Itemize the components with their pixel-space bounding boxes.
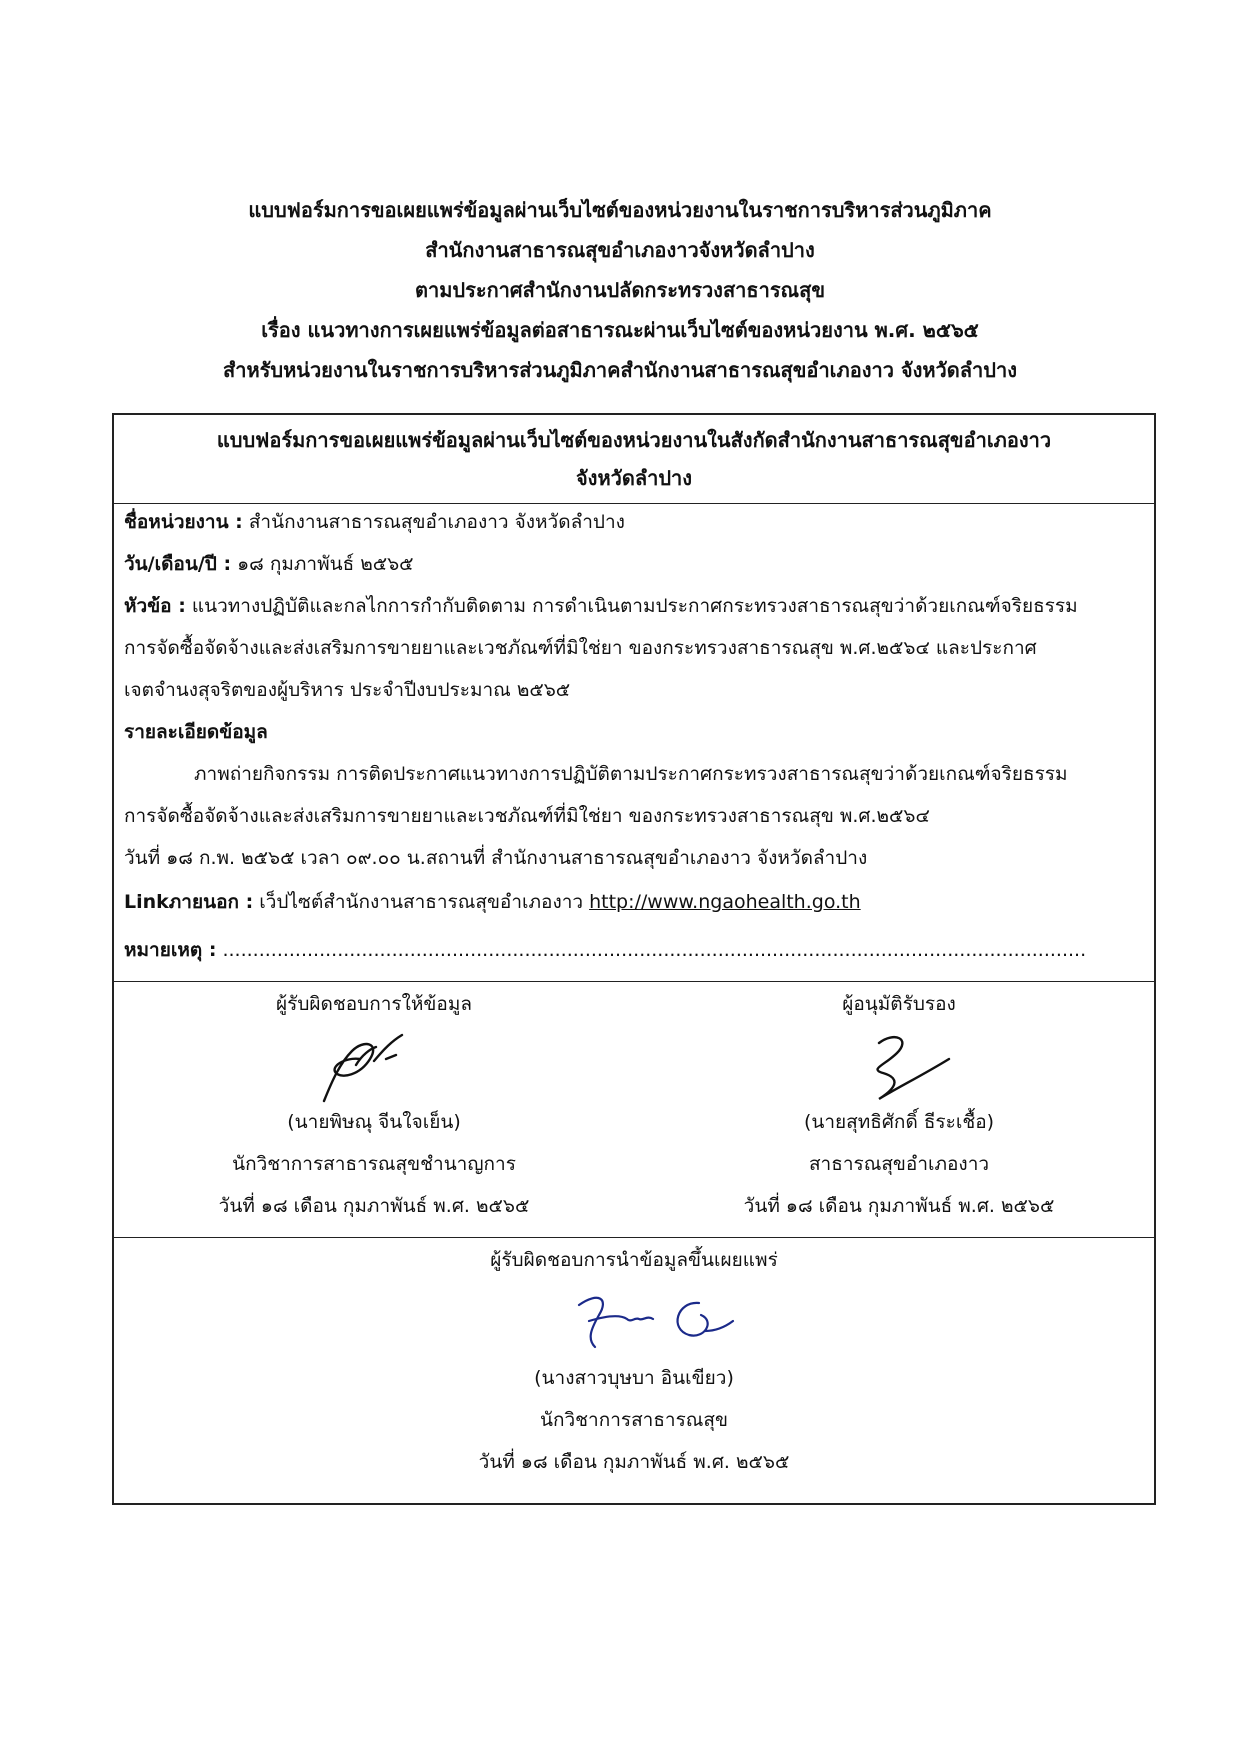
header-line-4: เรื่อง แนวทางการเผยแพร่ข้อมูลต่อสาธารณะผ่านเว็บไซต์ของหน่วยงาน พ.ศ. ๒๕๖๕ [261, 318, 979, 342]
publisher-signature [569, 1285, 739, 1357]
publisher-date: วันที่ ๑๘ เดือน กุมภาพันธ์ พ.ศ. ๒๕๖๕ [478, 1451, 790, 1473]
detail-label: รายละเอียดข้อมูล [124, 721, 268, 743]
approver-position: สาธารณสุขอำเภองาว [808, 1153, 990, 1175]
note-label: หมายเหตุ : [124, 939, 217, 961]
date-value: ๑๘ กุมภาพันธ์ ๒๕๖๕ [231, 553, 414, 575]
form-frame [112, 413, 1156, 1505]
date-label: วัน/เดือน/ปี : [124, 553, 232, 575]
detail-line-3: วันที่ ๑๘ ก.พ. ๒๕๖๕ เวลา ๐๙.๐๐ น.สถานที่ สำนักงานสาธารณสุขอำเภองาว จังหวัดลำปาง [124, 847, 868, 869]
form-title-line-1: แบบฟอร์มการขอเผยแพร่ข้อมูลผ่านเว็บไซต์ของหน่วยงานในสังกัดสำนักงานสาธารณสุขอำเภองาว [216, 428, 1052, 452]
header-line-2: สำนักงานสาธารณสุขอำเภองาวจังหวัดลำปาง [425, 238, 815, 262]
publisher-role: ผู้รับผิดชอบการนำข้อมูลขึ้นเผยแพร่ [490, 1249, 778, 1271]
provider-position: นักวิชาการสาธารณสุขชำนาญการ [232, 1153, 516, 1175]
approval-signatures-section [114, 981, 1154, 1238]
approver-role: ผู้อนุมัติรับรอง [842, 993, 956, 1015]
document-header [0, 190, 1240, 390]
publisher-name: (นางสาวบุษบา อินเขียว) [534, 1367, 734, 1389]
header-line-3: ตามประกาศสำนักงานปลัดกระทรวงสาธารณสุข [414, 278, 825, 302]
topic-row-1 [124, 591, 1078, 621]
publisher-signature-section [114, 1237, 1154, 1503]
detail-line-1: ภาพถ่ายกิจกรรม การติดประกาศแนวทางการปฏิบัติตามประกาศกระทรวงสาธารณสุขว่าด้วยเกณฑ์จริยธรรม [194, 763, 1068, 785]
detail-line-2: การจัดซื้อจัดจ้างและส่งเสริมการขายยาและเวชภัณฑ์ที่มิใช่ยา ของกระทรวงสาธารณสุข พ.ศ.๒๕๖๔ [124, 805, 930, 827]
link-row [124, 887, 861, 917]
link-description: เว็ปไซต์สำนักงานสาธารณสุขอำเภองาว [253, 891, 590, 913]
link-label: Linkภายนอก : [124, 891, 254, 913]
form-details-section [114, 503, 1154, 982]
approver-name: (นายสุทธิศักดิ์ ธีระเชื้อ) [803, 1111, 995, 1133]
provider-date: วันที่ ๑๘ เดือน กุมภาพันธ์ พ.ศ. ๒๕๖๕ [218, 1195, 530, 1217]
form-title-section [114, 415, 1154, 504]
agency-label: ชื่อหน่วยงาน : [124, 511, 243, 533]
publisher-position: นักวิชาการสาธารณสุข [539, 1409, 729, 1431]
provider-role: ผู้รับผิดชอบการให้ข้อมูล [276, 993, 472, 1015]
form-title-line-2: จังหวัดลำปาง [575, 466, 693, 490]
external-link[interactable]: http://www.ngaohealth.go.th [589, 891, 861, 913]
topic-line-3: เจตจำนงสุจริตของผู้บริหาร ประจำปีงบประมาณ ๒๕๖๕ [124, 679, 571, 701]
agency-row [124, 507, 625, 537]
provider-name: (นายพิษณุ จีนใจเย็น) [287, 1111, 461, 1133]
header-line-5: สำหรับหน่วยงานในราชการบริหารส่วนภูมิภาคสำนักงานสาธารณสุขอำเภองาว จังหวัดลำปาง [223, 358, 1017, 382]
topic-line-2: การจัดซื้อจัดจ้างและส่งเสริมการขายยาและเวชภัณฑ์ที่มิใช่ยา ของกระทรวงสาธารณสุข พ.ศ.๒๕๖๔ และประกาศ [124, 637, 1037, 659]
note-row [124, 935, 1086, 965]
topic-line-1: แนวทางปฏิบัติและกลไกการกำกับติดตาม การดำเนินตามประกาศกระทรวงสาธารณสุขว่าด้วยเกณฑ์จริยธรรม [185, 595, 1078, 617]
note-dots: ............................................................................................................................................... [216, 939, 1087, 961]
header-line-1: แบบฟอร์มการขอเผยแพร่ข้อมูลผ่านเว็บไซต์ของหน่วยงานในราชการบริหารส่วนภูมิภาค [248, 198, 992, 222]
approver-date: วันที่ ๑๘ เดือน กุมภาพันธ์ พ.ศ. ๒๕๖๕ [743, 1195, 1055, 1217]
date-row [124, 549, 414, 579]
approver-signature [839, 1029, 959, 1109]
agency-value: สำนักงานสาธารณสุขอำเภองาว จังหวัดลำปาง [242, 511, 625, 533]
provider-signature [304, 1029, 414, 1109]
topic-label: หัวข้อ : [124, 595, 186, 617]
